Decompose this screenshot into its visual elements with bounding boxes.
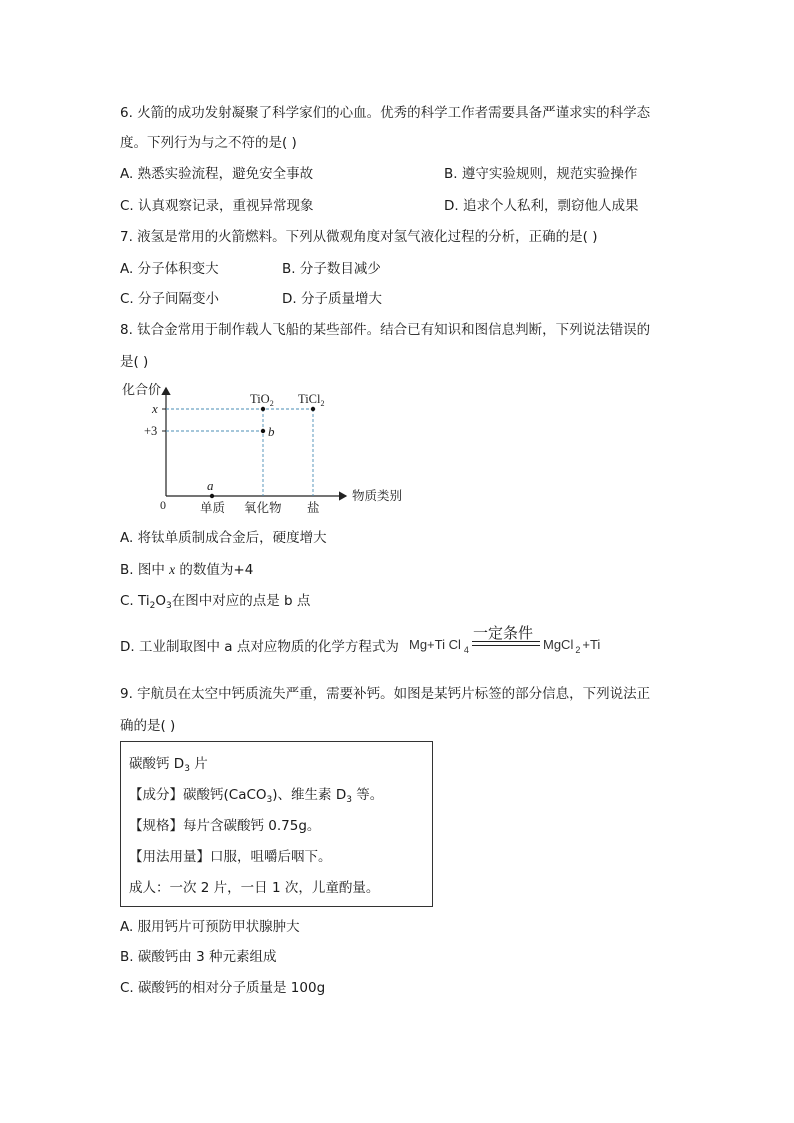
q8-option-b-suffix: 的数值为+4 xyxy=(175,562,254,578)
equation-condition: 一定条件 xyxy=(473,625,534,642)
point-tio2 xyxy=(261,407,265,411)
label-point-a: a xyxy=(207,478,214,493)
label-title-end: 片 xyxy=(189,756,208,772)
q6-option-a: A. 熟悉实验流程，避免安全事故 xyxy=(120,166,314,182)
q8-option-b-variable: x xyxy=(169,562,176,577)
label-ingredients-sub: 3 xyxy=(266,795,273,805)
equation-products: MgCl xyxy=(543,637,574,652)
label-ticl2: TiCl$_2$ xyxy=(298,392,325,408)
q9-option-a: A. 服用钙片可预防甲状腺肿大 xyxy=(120,919,300,935)
q6-stem-line1: 6. 火箭的成功发射凝聚了科学家们的心血。优秀的科学工作者需要具备严谨求实的科学态 xyxy=(120,105,651,121)
valence-category-chart xyxy=(110,378,420,514)
q8-stem-line2: 是( ) xyxy=(120,354,149,370)
q9-stem-line1: 9. 宇航员在太空中钙质流失严重，需要补钙。如图是某钙片标签的部分信息，下列说法正 xyxy=(120,686,651,702)
equation-reactants-sub: 4 xyxy=(463,645,469,655)
label-ingredients-c: 等。 xyxy=(351,787,384,803)
origin-label: 0 xyxy=(160,498,166,512)
equation-products-end: +Ti xyxy=(582,637,601,652)
equation-left xyxy=(409,637,469,655)
q8-option-c-sub1: 2 xyxy=(149,601,156,611)
label-title-text: 碳酸钙 D xyxy=(129,756,185,772)
q8-option-a: A. 将钛单质制成合金后，硬度增大 xyxy=(120,530,327,546)
calcium-tablet-label xyxy=(120,741,433,907)
label-dosage: 成人：一次 2 片，一日 1 次，儿童酌量。 xyxy=(129,880,380,896)
q8-option-d-text: D. 工业制取图中 a 点对应物质的化学方程式为 xyxy=(120,639,399,655)
q9-option-c: C. 碳酸钙的相对分子质量是 100g xyxy=(120,980,326,996)
q7-option-a: A. 分子体积变大 xyxy=(120,261,219,277)
q6-option-c: C. 认真观察记录，重视异常现象 xyxy=(120,198,314,214)
q7-option-c: C. 分子间隔变小 xyxy=(120,291,220,307)
q6-option-d: D. 追求个人私利，剽窃他人成果 xyxy=(444,198,639,214)
label-point-b: b xyxy=(268,424,275,439)
label-title xyxy=(129,754,208,774)
x-tick-salt: 盐 xyxy=(307,501,320,514)
x-tick-oxide: 氧化物 xyxy=(244,501,282,514)
label-ingredients-b: )、维生素 D xyxy=(272,787,347,803)
x-tick-element: 单质 xyxy=(200,501,226,514)
q6-option-b: B. 遵守实验规则，规范实验操作 xyxy=(444,166,638,182)
q9-stem-line2: 确的是( ) xyxy=(120,718,176,734)
label-title-sub: 3 xyxy=(184,764,190,774)
point-b xyxy=(261,429,265,433)
label-usage: 【用法用量】口服，咀嚼后咽下。 xyxy=(129,849,332,865)
y-tick-plus3-label: +3 xyxy=(144,424,158,438)
q9-option-b: B. 碳酸钙由 3 种元素组成 xyxy=(120,949,277,965)
q8-option-b-prefix: B. 图中 xyxy=(120,562,170,578)
equation-reactants: Mg+Ti Cl xyxy=(409,637,461,652)
equation-double-line xyxy=(472,641,540,646)
point-ticl2 xyxy=(311,407,315,411)
q8-option-c-sub2: 3 xyxy=(165,601,172,611)
y-tick-x-label: x xyxy=(152,401,158,416)
x-axis-label: 物质类别 xyxy=(352,489,403,503)
y-axis-label: 化合价 xyxy=(122,382,162,397)
label-ingredients-a: 【成分】碳酸钙(CaCO xyxy=(129,787,267,803)
q8-option-b xyxy=(120,560,253,580)
q7-option-d: D. 分子质量增大 xyxy=(282,291,382,307)
q8-option-c-o: O xyxy=(155,593,166,609)
equation-products-sub: 2 xyxy=(575,645,581,655)
q8-option-c-ti: C. Ti xyxy=(120,593,150,609)
q6-stem-line2: 度。下列行为与之不符的是( ) xyxy=(120,135,297,151)
label-specification: 【规格】每片含碳酸钙 0.75g。 xyxy=(129,818,321,834)
point-a xyxy=(210,494,214,498)
q8-option-c xyxy=(120,591,310,611)
q7-stem: 7. 液氢是常用的火箭燃料。下列从微观角度对氢气液化过程的分析，正确的是( ) xyxy=(120,229,598,245)
label-ingredients-sub2: 3 xyxy=(346,795,352,805)
q8-stem-line1: 8. 钛合金常用于制作载人飞船的某些部件。结合已有知识和图信息判断，下列说法错误的 xyxy=(120,322,651,338)
q8-option-c-suffix: 在图中对应的点是 b 点 xyxy=(171,593,311,609)
label-ingredients xyxy=(129,785,383,805)
equation-right xyxy=(543,637,601,655)
label-tio2: TiO$_2$ xyxy=(250,392,274,408)
q7-option-b: B. 分子数目减少 xyxy=(282,261,381,277)
